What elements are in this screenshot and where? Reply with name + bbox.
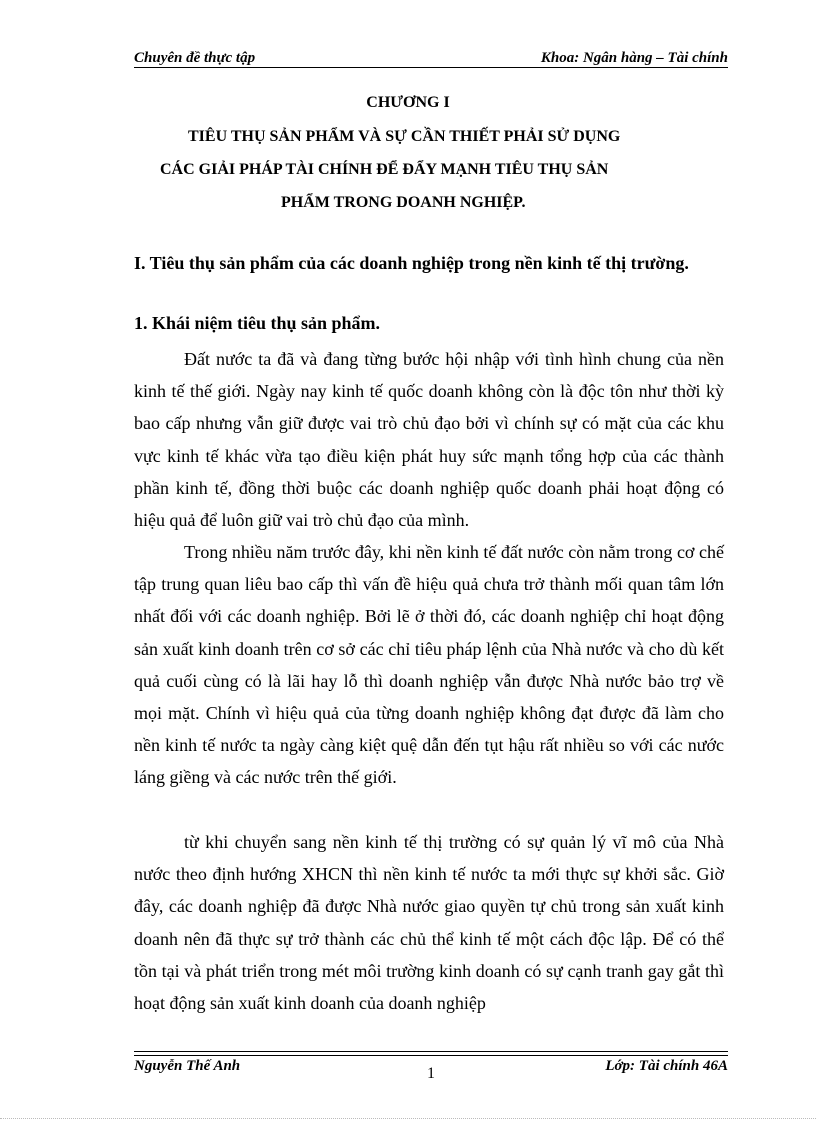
paragraph-1: Đất nước ta đã và đang từng bước hội nhập với tình hình chung của nền kinh tế thế giới. Ngày nay kinh tế quốc doanh không còn là độc tôn như thời kỳ bao cấp nhưng vẫn giữ được vai trò chủ đạo bởi vì chính sự có mặt của các khu vực kinh tế khác vừa tạo điều kiện phát huy sức mạnh tổng hợp của các thành phần kinh tế, đồng thời buộc các doanh nghiệp quốc doanh phải hoạt động có hiệu quả để luôn giữ vai trò chủ đạo của mình. bbox=[134, 349, 724, 531]
footer-class: Lớp: Tài chính 46A bbox=[605, 1058, 728, 1074]
footer-rule-bottom bbox=[134, 1055, 728, 1056]
footer-author: Nguyễn Thế Anh bbox=[134, 1058, 241, 1074]
page-footer bbox=[134, 1058, 728, 1082]
chapter-label: CHƯƠNG I bbox=[366, 94, 450, 111]
subsection-heading: 1. Khái niệm tiêu thụ sản phẩm. bbox=[134, 313, 381, 333]
header-rule bbox=[134, 67, 728, 68]
chapter-title-line-2: CÁC GIẢI PHÁP TÀI CHÍNH ĐỂ ĐẨY MẠNH TIÊU THỤ SẢN bbox=[160, 161, 609, 178]
page-header bbox=[134, 46, 728, 68]
paragraph-2: Trong nhiều năm trước đây, khi nền kinh tế đất nước còn nằm trong cơ chế tập trung quan liêu bao cấp thì vấn đề hiệu quả chưa trở thành mối quan tâm lớn nhất đối với các doanh nghiệp. Bởi lẽ ở thời đó, các doanh nghiệp chỉ hoạt động sản xuất kinh doanh trên cơ sở các chỉ tiêu pháp lệnh của Nhà nước và cho dù kết quả cuối cùng có là lãi hay lỗ thì doanh nghiệp vẫn được Nhà nước bảo trợ về mọi mặt. Chính vì hiệu quả của từng doanh nghiệp không đạt được đã làm cho nền kinh tế nước ta ngày càng kiệt quệ dẫn đến tụt hậu rất nhiều so với các nước láng giềng và các nước trên thế giới. bbox=[134, 542, 724, 788]
footer-rule-top bbox=[134, 1051, 728, 1052]
page-number: 1 bbox=[427, 1065, 435, 1082]
header-faculty: Khoa: Ngân hàng – Tài chính bbox=[540, 50, 728, 66]
section-heading: I. Tiêu thụ sản phẩm của các doanh nghiệp trong nền kinh tế thị trường. bbox=[134, 253, 689, 273]
header-course-title: Chuyên đề thực tập bbox=[134, 50, 256, 66]
chapter-title-line-3: PHẨM TRONG DOANH NGHIỆP. bbox=[281, 194, 526, 211]
page-edge-dots bbox=[0, 1118, 816, 1119]
paragraph-3: từ khi chuyển sang nền kinh tế thị trường có sự quản lý vĩ mô của Nhà nước theo định hướng XHCN thì nền kinh tế nước ta mới thực sự khởi sắc. Giờ đây, các doanh nghiệp đã được Nhà nước giao quyền tự chủ trong sản xuất kinh doanh nên đã thực sự trở thành các chủ thể kinh tế một cách độc lập. Để có thể tồn tại và phát triển trong mét môi trường kinh doanh có sự cạnh tranh gay gắt thì hoạt động sản xuất kinh doanh của doanh nghiệp bbox=[134, 832, 724, 1014]
chapter-title-line-1: TIÊU THỤ SẢN PHẨM VÀ SỰ CẦN THIẾT PHẢI SỬ DỤNG bbox=[188, 128, 621, 145]
